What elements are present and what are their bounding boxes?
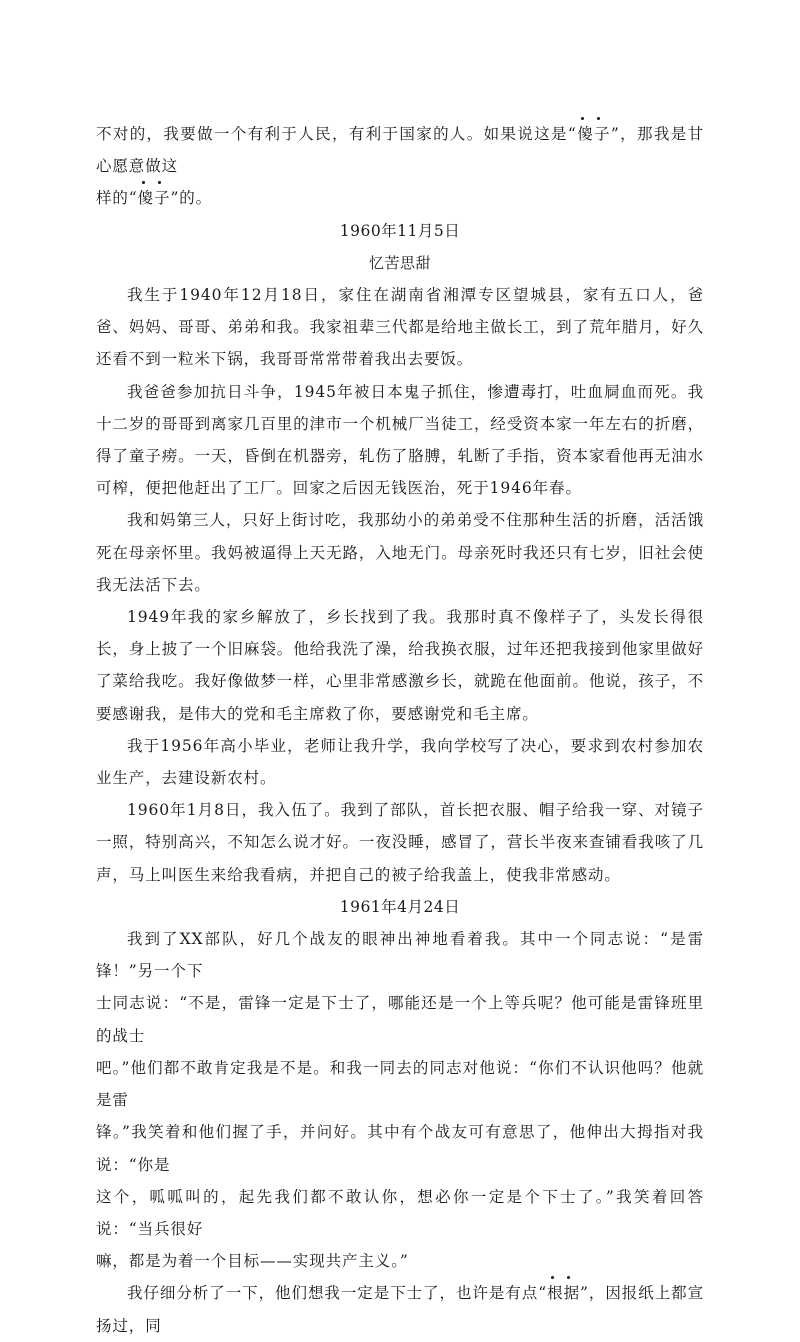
- paragraph-line: 嘛，都是为着一个目标——实现共产主义。”: [96, 1252, 409, 1271]
- paragraph-text: ”，因报纸上都宣扬过，同: [96, 1284, 705, 1335]
- paragraph-line: 这个，呱呱叫的，起先我们都不敢认你，想必你一定是个下士了。”我笑着回答说：“当兵很好: [96, 1187, 704, 1238]
- paragraph: 我于1956年高小毕业，老师让我升学，我向学校写了决心，要求到农村参加农业生产，去建设新农村。: [96, 736, 704, 788]
- paragraph-continued: [96, 118, 704, 215]
- document-page: [96, 118, 704, 1342]
- paragraph-line: 我到了XX部队，好几个战友的眼神出神地看着我。其中一个同志说：“是雷锋！”另一个下: [96, 930, 704, 981]
- diary-date: 1960年11月5日: [339, 221, 461, 240]
- paragraph: 我和妈第三人，只好上街讨吃，我那幼小的弟弟受不住那种生活的折磨，活活饿死在母亲怀里。我妈被逼得上天无路，入地无门。母亲死时我还只有七岁，旧社会使我无法活下去。: [96, 511, 704, 594]
- emphasis-text: [547, 1284, 580, 1302]
- section-title: 忆苦思甜: [368, 253, 431, 272]
- emphasis-word: 根据: [547, 1284, 581, 1303]
- paragraph-line: 锋。”我笑着和他们握了手，并问好。其中有个战友可有意思了，他伸出大拇指对我说：“你是: [96, 1123, 704, 1174]
- paragraph-text: 我仔细分析了一下，他们想我一定是下士了，也许是有点“: [127, 1284, 548, 1303]
- emphasis-word: 傻子: [137, 189, 171, 208]
- paragraph-text: 样的“: [96, 189, 138, 208]
- paragraph-line: 士同志说：“不是，雷锋一定是下士了，哪能还是一个上等兵呢？他可能是雷锋班里的战士: [96, 994, 704, 1045]
- emphasis-text: [138, 189, 171, 207]
- paragraph: 1960年1月8日，我入伍了。我到了部队，首长把衣服、帽子给我一穿、对镜子一照，特别高兴，不知怎么说才好。一夜没睡，感冒了，营长半夜来查铺看我咳了几声，马上叫医生来给我看病，并把自己的被子给我盖上，使我非常感动。: [96, 801, 704, 884]
- paragraph-text: 不对的，我要做一个有利于人民，有利于国家的人。如果说这是“: [96, 125, 577, 143]
- emphasis-text: [577, 125, 611, 143]
- paragraph: 我爸爸参加抗日斗争，1945年被日本鬼子抓住，惨遭毒打，吐血屙血而死。我十二岁的哥哥到离家几百里的津市一个机械厂当徒工，经受资本家一年左右的折磨，得了童子痨。一天，昏倒在机器旁，轧伤了胳膊，轧断了手指，资本家看他再无油水可榨，便把他赶出了工厂。回家之后因无钱医治，死于1946年春。: [96, 382, 704, 498]
- paragraph-text: ”，那我是甘心愿意做这: [96, 125, 704, 176]
- paragraph: 1949年我的家乡解放了，乡长找到了我。我那时真不像样子了，头发长得很长，身上披了一个旧麻袋。他给我洗了澡，给我换衣服，过年还把我接到他家里做好了菜给我吃。我好像做梦一样，心里非常感激乡长，就跪在他面前。他说，孩子，不要感谢我，是伟大的党和毛主席救了你，要感谢党和毛主席。: [96, 608, 704, 723]
- paragraph: [96, 1277, 704, 1341]
- paragraph-dialogue: [96, 923, 704, 1277]
- paragraph-line: 吧。”他们都不敢肯定我是不是。和我一同去的同志对他说：“你们不认识他吗？他就是雷: [96, 1058, 704, 1110]
- diary-date: 1961年4月24日: [339, 897, 461, 916]
- paragraph: 我生于1940年12月18日，家住在湖南省湘潭专区望城县，家有五口人，爸爸、妈妈、哥哥、弟弟和我。我家祖辈三代都是给地主做长工，到了荒年腊月，好久还看不到一粒米下锅，我哥哥常常带着我出去要饭。: [96, 286, 704, 369]
- paragraph-text: ”的。: [170, 189, 213, 208]
- emphasis-word: 傻子: [576, 125, 611, 143]
